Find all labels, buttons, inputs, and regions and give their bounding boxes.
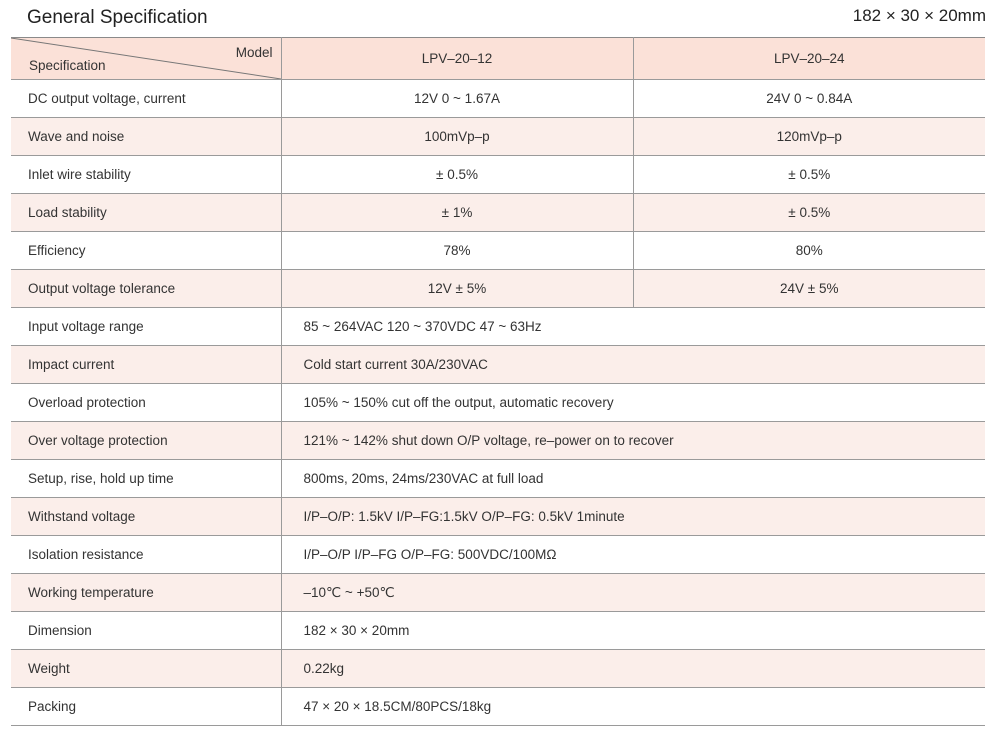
spec-label: DC output voltage, current (11, 80, 281, 118)
table-row (11, 422, 985, 460)
spec-label: Wave and noise (11, 118, 281, 156)
table-row (11, 498, 985, 536)
spec-value-lpv-20-12: 100mVp–p (281, 118, 633, 156)
spec-value-shared: 121% ~ 142% shut down O/P voltage, re–power on to recover (281, 422, 985, 460)
spec-value-lpv-20-24: 24V ± 5% (633, 270, 985, 308)
spec-value-lpv-20-12: 12V ± 5% (281, 270, 633, 308)
spec-label: Impact current (11, 346, 281, 384)
spec-table (11, 37, 985, 726)
spec-label: Input voltage range (11, 308, 281, 346)
spec-value-shared: I/P–O/P: 1.5kV I/P–FG:1.5kV O/P–FG: 0.5kV 1minute (281, 498, 985, 536)
table-header-row (11, 38, 985, 80)
spec-label: Packing (11, 688, 281, 726)
spec-value-lpv-20-24: 120mVp–p (633, 118, 985, 156)
spec-value-shared: 47 × 20 × 18.5CM/80PCS/18kg (281, 688, 985, 726)
spec-value-lpv-20-12: 12V 0 ~ 1.67A (281, 80, 633, 118)
table-row (11, 270, 985, 308)
table-row (11, 194, 985, 232)
table-row (11, 650, 985, 688)
table-row (11, 612, 985, 650)
table-row (11, 460, 985, 498)
spec-label: Efficiency (11, 232, 281, 270)
model-header-lpv-20-24: LPV–20–24 (633, 38, 985, 80)
spec-value-shared: 85 ~ 264VAC 120 ~ 370VDC 47 ~ 63Hz (281, 308, 985, 346)
spec-value-shared: –10℃ ~ +50℃ (281, 574, 985, 612)
specification-header-label: Specification (29, 58, 106, 73)
spec-label: Output voltage tolerance (11, 270, 281, 308)
spec-value-shared: 800ms, 20ms, 24ms/230VAC at full load (281, 460, 985, 498)
spec-value-lpv-20-24: 80% (633, 232, 985, 270)
spec-label: Withstand voltage (11, 498, 281, 536)
spec-value-lpv-20-12: ± 1% (281, 194, 633, 232)
spec-label: Inlet wire stability (11, 156, 281, 194)
table-row (11, 232, 985, 270)
spec-value-lpv-20-24: 24V 0 ~ 0.84A (633, 80, 985, 118)
spec-value-lpv-20-24: ± 0.5% (633, 194, 985, 232)
table-row (11, 308, 985, 346)
spec-label: Overload protection (11, 384, 281, 422)
spec-label: Dimension (11, 612, 281, 650)
spec-value-shared: Cold start current 30A/230VAC (281, 346, 985, 384)
table-row (11, 80, 985, 118)
spec-label: Load stability (11, 194, 281, 232)
spec-value-shared: 182 × 30 × 20mm (281, 612, 985, 650)
spec-label: Over voltage protection (11, 422, 281, 460)
model-header-lpv-20-12: LPV–20–12 (281, 38, 633, 80)
header-corner-cell (11, 38, 281, 80)
page-title: General Specification (27, 7, 208, 28)
spec-label: Weight (11, 650, 281, 688)
spec-value-shared: I/P–O/P I/P–FG O/P–FG: 500VDC/100MΩ (281, 536, 985, 574)
spec-label: Isolation resistance (11, 536, 281, 574)
table-row (11, 536, 985, 574)
spec-value-shared: 0.22kg (281, 650, 985, 688)
spec-value-shared: 105% ~ 150% cut off the output, automatic recovery (281, 384, 985, 422)
model-header-label: Model (235, 45, 273, 60)
table-row (11, 574, 985, 612)
spec-value-lpv-20-12: ± 0.5% (281, 156, 633, 194)
dimensions-label: 182 × 30 × 20mm (852, 6, 986, 25)
spec-label: Working temperature (11, 574, 281, 612)
table-row (11, 156, 985, 194)
spec-value-lpv-20-12: 78% (281, 232, 633, 270)
table-row (11, 346, 985, 384)
table-row (11, 384, 985, 422)
spec-label: Setup, rise, hold up time (11, 460, 281, 498)
spec-value-lpv-20-24: ± 0.5% (633, 156, 985, 194)
table-row (11, 118, 985, 156)
table-row (11, 688, 985, 726)
